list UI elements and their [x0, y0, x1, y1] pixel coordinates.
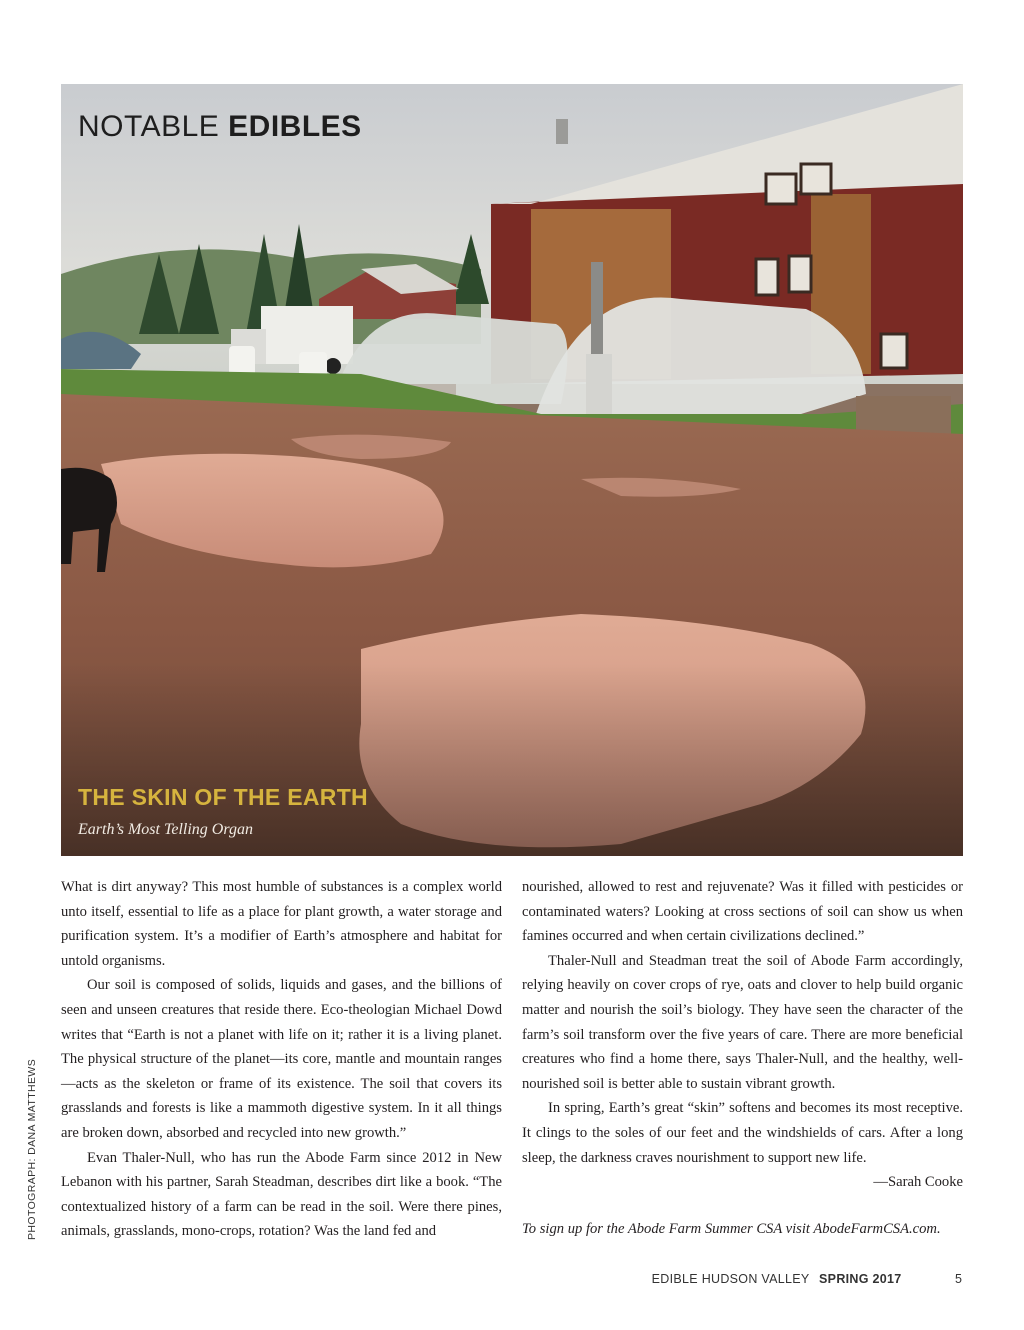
- author-signature: —Sarah Cooke: [873, 1174, 963, 1191]
- article-column-right: [522, 875, 963, 1241]
- paragraph: Our soil is composed of solids, liquids and gases, and the billions of seen and unseen creatures that reside there. Eco-theologian Michael Dowd writes that “Earth is not a planet with life on it; rather it is a living planet. The physical structure of the planet—its core, mantle and mountain ranges—acts as the skeleton or frame of its existence. The soil that covers its grasslands and forests is like a mammoth digestive system. In it all things are broken down, absorbed and recycled into new growth.”: [61, 977, 502, 1141]
- section-title: [78, 110, 362, 144]
- article-headline: THE SKIN OF THE EARTH: [78, 784, 368, 810]
- csa-signup-note: To sign up for the Abode Farm Summer CSA visit AbodeFarmCSA.com.: [522, 1220, 941, 1237]
- paragraph: What is dirt anyway? This most humble of substances is a complex world unto itself, essential to life as a place for plant growth, a water storage and purification system. It’s a modifier of Earth’s atmosphere and habitat for untold organisms.: [61, 879, 502, 969]
- section-title-bold: EDIBLES: [228, 110, 362, 143]
- photo-credit: PHOTOGRAPH: DANA MATTHEWS: [26, 1058, 38, 1240]
- issue-label: SPRING 2017: [819, 1272, 902, 1286]
- paragraph: In spring, Earth’s great “skin” softens and becomes its most receptive. It clings to the soles of our feet and the windshields of cars. After a long sleep, the darkness craves nourishment to support new life.: [522, 1100, 963, 1166]
- publication-name: EDIBLE HUDSON VALLEY: [651, 1272, 810, 1286]
- paragraph: nourished, allowed to rest and rejuvenate? Was it filled with pesticides or contaminated waters? Looking at cross sections of soil can show us when famines occurred and when certain civilizations declined.”: [522, 879, 963, 945]
- article-subhead: Earth’s Most Telling Organ: [78, 821, 253, 838]
- paragraph: Evan Thaler-Null, who has run the Abode Farm since 2012 in New Lebanon with his partner, Sarah Steadman, describes dirt like a book. “The contextualized history of a farm can be read in the soil. Were there pines, animals, grasslands, mono-crops, rotation? Was the land fed and: [61, 1149, 502, 1240]
- paragraph: Thaler-Null and Steadman treat the soil of Abode Farm accordingly, relying heavily on cover crops of rye, oats and clover to help build organic matter and nourish the soil’s biology. They have seen the character of the farm’s soil transform over the five years of care. There are more beneficial creatures who find a home there, says Thaler-Null, and the healthy, well-nourished soil is better able to sustain vibrant growth.: [522, 952, 963, 1092]
- section-title-light: NOTABLE: [78, 110, 220, 143]
- page-footer: [652, 1272, 962, 1286]
- article-column-left: [61, 875, 502, 1244]
- page-number: 5: [955, 1272, 962, 1286]
- hero-photo: [61, 84, 963, 856]
- farm-scene-illustration: [61, 84, 963, 856]
